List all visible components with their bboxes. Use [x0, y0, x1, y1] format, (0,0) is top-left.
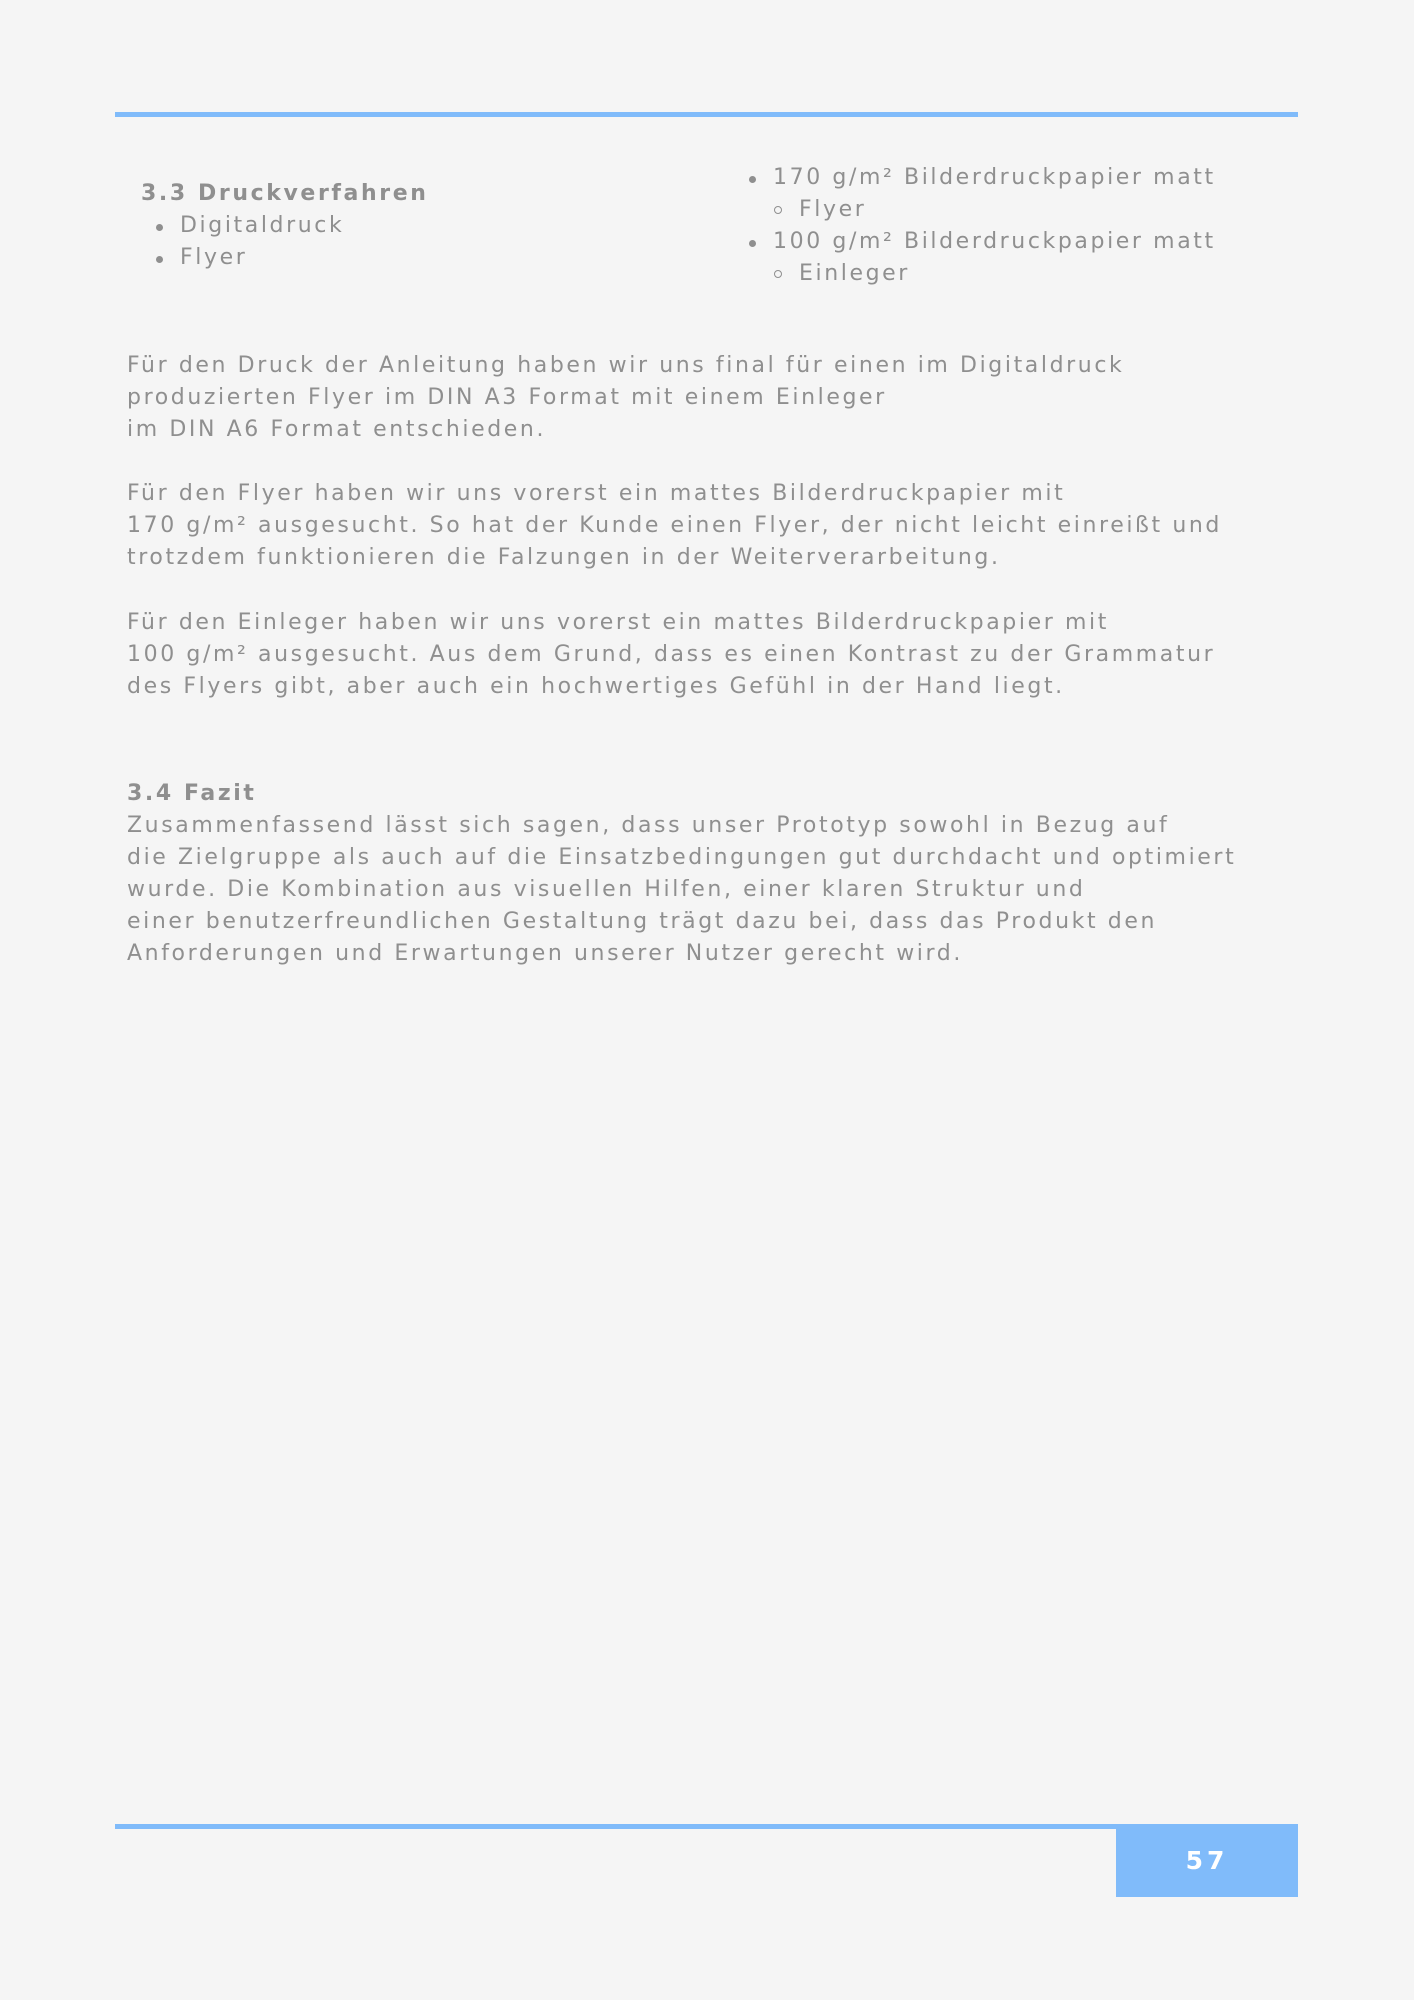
paragraph-line: Für den Druck der Anleitung haben wir uns final für einen im Digitaldruck	[127, 353, 1125, 378]
sub-list-item-label: Einleger	[799, 261, 910, 286]
list-item	[734, 162, 1216, 194]
section-fazit	[127, 778, 1236, 970]
paragraph-line: produzierten Flyer im DIN A3 Format mit einem Einleger	[127, 385, 887, 410]
paragraph-line: 170 g/m² ausgesucht. So hat der Kunde einen Flyer, der nicht leicht einreißt und	[127, 513, 1222, 538]
paragraph-line: einer benutzerfreundlichen Gestaltung trägt dazu bei, dass das Produkt den	[127, 909, 1158, 934]
list-item-label: 100 g/m² Bilderdruckpapier matt	[773, 229, 1216, 254]
section-heading-fazit: 3.4 Fazit	[127, 781, 257, 806]
section-heading-druckverfahren: 3.3 Druckverfahren	[141, 181, 429, 206]
paragraph-line: Anforderungen und Erwartungen unserer Nutzer gerecht wird.	[127, 941, 963, 966]
paragraph-line: im DIN A6 Format entschieden.	[127, 417, 547, 442]
paragraph-line: trotzdem funktionieren die Falzungen in der Weiterverarbeitung.	[127, 545, 1001, 570]
paragraph-line: Zusammenfassend lässt sich sagen, dass unser Prototyp sowohl in Bezug auf	[127, 813, 1170, 838]
paragraph-line: wurde. Die Kombination aus visuellen Hilfen, einer klaren Struktur und	[127, 877, 1086, 902]
list-item-label: Digitaldruck	[180, 213, 345, 238]
sub-list-item	[734, 258, 1216, 290]
sub-list-item	[734, 194, 1216, 226]
list-item	[734, 226, 1216, 258]
list-item-label: Flyer	[180, 245, 248, 270]
circle-bullet-icon	[774, 206, 782, 214]
bullet-icon	[749, 176, 756, 183]
bullet-icon	[749, 240, 756, 247]
paragraph-druck-anleitung	[127, 350, 1124, 446]
list-item	[141, 242, 429, 274]
header-rule	[115, 112, 1298, 117]
paragraph-einleger	[127, 607, 1215, 703]
paper-list	[734, 162, 1216, 290]
list-item	[141, 210, 429, 242]
page-number: 57	[1116, 1824, 1298, 1897]
sub-list-item-label: Flyer	[799, 197, 867, 222]
paragraph-line: 100 g/m² ausgesucht. Aus dem Grund, dass es einen Kontrast zu der Grammatur	[127, 642, 1216, 667]
section-druckverfahren	[141, 178, 429, 274]
paragraph-line: die Zielgruppe als auch auf die Einsatzbedingungen gut durchdacht und optimiert	[127, 845, 1237, 870]
list-item-label: 170 g/m² Bilderdruckpapier matt	[773, 165, 1216, 190]
paragraph-line: Für den Flyer haben wir uns vorerst ein mattes Bilderdruckpapier mit	[127, 481, 1066, 506]
paragraph-line: des Flyers gibt, aber auch ein hochwertiges Gefühl in der Hand liegt.	[127, 674, 1065, 699]
paragraph-flyer	[127, 478, 1222, 574]
paragraph-line: Für den Einleger haben wir uns vorerst ein mattes Bilderdruckpapier mit	[127, 610, 1109, 635]
bullet-icon	[156, 224, 163, 231]
bullet-icon	[156, 256, 163, 263]
circle-bullet-icon	[774, 270, 782, 278]
